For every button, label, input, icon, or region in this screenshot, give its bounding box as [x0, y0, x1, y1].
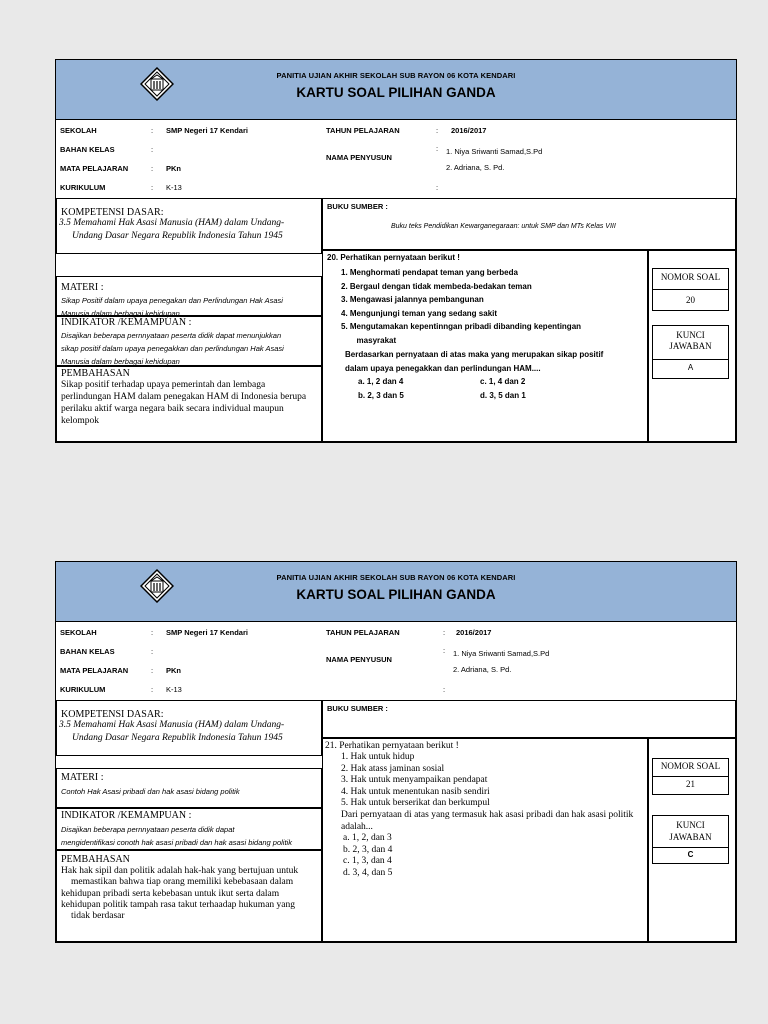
kompetensi-box — [56, 700, 322, 756]
pembahasan-text — [61, 379, 306, 427]
penyusun-1: 1. Niya Sriwanti Samad,S.Pd — [453, 649, 550, 658]
penyusun-1: 1. Niya Sriwanti Samad,S.Pd — [446, 147, 543, 156]
materi-line-2: Manusia dalam berbagai kehidupan — [61, 309, 180, 318]
nomor-soal-label: NOMOR SOAL — [653, 269, 728, 290]
statement: masyrakat — [341, 335, 397, 345]
indikator-box — [56, 808, 322, 850]
question-card-20 — [55, 59, 737, 443]
colon: : — [151, 628, 154, 637]
nomor-soal-label: NOMOR SOAL — [653, 759, 728, 777]
label-tahun-pelajaran: TAHUN PELAJARAN — [326, 126, 400, 135]
indikator-box — [56, 316, 322, 366]
label-sekolah: SEKOLAH — [60, 126, 97, 135]
kunci-jawaban-box — [652, 815, 729, 864]
colon: : — [151, 126, 154, 135]
buku-sumber-heading: BUKU SUMBER : — [327, 202, 388, 211]
buku-sumber-box — [322, 198, 736, 250]
value-kurikulum: K-13 — [166, 685, 182, 694]
materi-box — [56, 276, 322, 316]
option-d[interactable]: d. 3, 4, dan 5 — [343, 867, 393, 878]
indikator-heading: INDIKATOR /KEMAMPUAN : — [61, 317, 192, 328]
card-header — [56, 60, 736, 120]
indikator-line-2: sikap positif dalam upaya penegakkan dan perlindungan Hak Asasi — [61, 344, 284, 353]
kunci-jawaban-box — [652, 325, 729, 379]
card-title: KARTU SOAL PILIHAN GANDA — [296, 587, 496, 602]
nomor-soal-box — [652, 268, 729, 311]
colon: : — [151, 666, 154, 675]
colon: : — [436, 126, 439, 135]
value-sekolah: SMP Negeri 17 Kendari — [166, 628, 248, 637]
kompetensi-heading: KOMPETENSI DASAR: — [61, 709, 164, 720]
colon: : — [443, 646, 446, 655]
label-kurikulum: KURIKULUM — [60, 183, 106, 192]
kunci-jawaban-value: A — [687, 363, 694, 372]
colon: : — [436, 144, 439, 153]
option-list — [343, 833, 392, 879]
nomor-soal-box — [652, 758, 729, 795]
colon: : — [151, 685, 154, 694]
statement: 1. Hak untuk hidup — [341, 752, 415, 762]
pembahasan-line: kehidupan pribadi serta kebebasan untuk ikut serta dalam — [61, 888, 280, 899]
value-tahun-pelajaran: 2016/2017 — [456, 628, 492, 637]
pembahasan-line: Hak hak sipil dan politik adalah hak-hak yang bertujuan untuk — [61, 866, 299, 876]
kompetensi-line-1: 3.5 Memahami Hak Asasi Manusia (HAM) dalam Undang- — [59, 218, 285, 228]
materi-heading: MATERI : — [61, 772, 104, 783]
colon: : — [443, 685, 446, 694]
option-a[interactable]: a. 1, 2 dan 4 — [358, 377, 404, 386]
kunci-label-1: KUNCI — [676, 820, 705, 830]
question-prompt-line: Dari pernyataan di atas yang termasuk hak asasi pribadi dan hak asasi politik — [341, 810, 634, 820]
identity-section — [56, 120, 736, 199]
value-mata-pelajaran: PKn — [166, 164, 181, 173]
statement: 3. Hak untuk menyampaikan pendapat — [341, 775, 488, 786]
kunci-jawaban-label — [653, 816, 728, 848]
label-tahun-pelajaran: TAHUN PELAJARAN — [326, 628, 400, 637]
kunci-jawaban-value: C — [687, 850, 694, 859]
option-c[interactable]: c. 1, 4 dan 2 — [480, 377, 526, 386]
committee-subtitle: PANITIA UJIAN AKHIR SEKOLAH SUB RAYON 06 KOTA KENDARI — [276, 573, 516, 582]
label-mata-pelajaran: MATA PELAJARAN — [60, 666, 129, 675]
card-header — [56, 562, 736, 622]
pembahasan-heading: PEMBAHASAN — [61, 854, 130, 865]
label-kurikulum: KURIKULUM — [60, 685, 106, 694]
value-tahun-pelajaran: 2016/2017 — [451, 126, 487, 135]
label-mata-pelajaran: MATA PELAJARAN — [60, 164, 129, 173]
colon: : — [151, 145, 154, 154]
kunci-label-2: JAWABAN — [669, 832, 712, 842]
penyusun-2: 2. Adriana, S. Pd. — [446, 163, 505, 172]
label-bahan-kelas: BAHAN KELAS — [60, 647, 115, 656]
value-mata-pelajaran: PKn — [166, 666, 181, 675]
kunci-label-1: KUNCI — [676, 330, 705, 340]
question-prompt — [341, 810, 633, 833]
kompetensi-line-2: Undang Dasar Negara Republik Indonesia Tahun 1945 — [72, 733, 283, 743]
nomor-soal-value: 20 — [686, 295, 695, 305]
statement: 3. Mengawasi jalannya pembangunan — [341, 295, 484, 304]
colon: : — [151, 164, 154, 173]
value-kurikulum: K-13 — [166, 183, 182, 192]
statement-list — [341, 752, 490, 810]
question-number-header: 20. Perhatikan pernyataan berikut ! — [327, 253, 460, 262]
pembahasan-text — [61, 866, 298, 922]
kompetensi-line-2: Undang Dasar Negara Republik Indonesia Tahun 1945 — [72, 231, 283, 241]
option-a[interactable]: a. 1, 2, dan 3 — [343, 833, 392, 843]
value-sekolah: SMP Negeri 17 Kendari — [166, 126, 248, 135]
identity-section — [56, 622, 736, 701]
materi-line-1: Contoh Hak Asasi pribadi dan hak asasi bidang politik — [61, 787, 240, 796]
option-b[interactable]: b. 2, 3, dan 4 — [343, 844, 393, 855]
question-prompt-2: dalam upaya penegakkan dan perlindungan HAM.... — [345, 364, 541, 373]
pembahasan-line: perilaku aktif warga negara baik secara individual maupun — [61, 404, 284, 414]
statement: 2. Bergaul dengan tidak membeda-bedakan teman — [341, 281, 532, 291]
kompetensi-line-1: 3.5 Memahami Hak Asasi Manusia (HAM) dalam Undang- — [59, 720, 285, 730]
option-b[interactable]: b. 2, 3 dan 5 — [358, 391, 404, 400]
pembahasan-line: kehidupan politik tampah rasa takut terhaadap hukuman yang — [61, 899, 295, 910]
question-box — [322, 250, 648, 442]
indikator-line-1: Disajikan beberapa pernnyataan peserta didik dapat menunjukkan — [61, 331, 282, 340]
statement-list — [341, 266, 581, 347]
materi-box — [56, 768, 322, 808]
indikator-line-2: mengidentifikasi conoth hak asasi pribadi dan hak asasi bidang politik — [61, 838, 292, 847]
kunci-label-2: JAWABAN — [669, 341, 712, 351]
buku-sumber-heading: BUKU SUMBER : — [327, 704, 388, 713]
indikator-line-1: Disajikan beberapa pernnyataan peserta didik dapat — [61, 825, 235, 834]
colon: : — [436, 183, 439, 192]
kompetensi-heading: KOMPETENSI DASAR: — [61, 207, 164, 218]
statement: 5. Hak untuk berserikat dan berkumpul — [341, 798, 490, 809]
materi-line-1: Sikap Positif dalam upaya penegakan dan Perlindungan Hak Asasi — [61, 296, 283, 305]
question-card-21 — [55, 561, 737, 943]
materi-heading: MATERI : — [61, 282, 104, 293]
penyusun-2: 2. Adriana, S. Pd. — [453, 665, 512, 674]
option-c[interactable]: c. 1, 3, dan 4 — [343, 856, 392, 867]
statement: 4. Hak untuk menentukan nasib sendiri — [341, 786, 490, 797]
pembahasan-box — [56, 366, 322, 442]
buku-sumber-value: Buku teks Pendidikan Kewarganegaraan: untuk SMP dan MTs Kelas VIII — [391, 223, 616, 230]
kunci-jawaban-label — [653, 326, 728, 360]
buku-sumber-box — [322, 700, 736, 738]
colon: : — [443, 628, 446, 637]
pembahasan-line: Sikap positif terhadap upaya pemerintah dan lembaga — [61, 380, 266, 390]
statement: 2. Hak atass jaminan sosial — [341, 763, 445, 774]
colon: : — [151, 647, 154, 656]
statement: 1. Menghormati pendapat teman yang berbeda — [341, 268, 518, 277]
pembahasan-line: kelompok — [61, 416, 99, 426]
statement: 4. Mengunjungi teman yang sedang sakit — [341, 308, 498, 318]
pembahasan-box — [56, 850, 322, 942]
question-prompt-1: Berdasarkan pernyataan di atas maka yang merupakan sikap positif — [345, 350, 604, 359]
question-box — [322, 738, 648, 942]
card-title: KARTU SOAL PILIHAN GANDA — [296, 85, 496, 100]
indikator-line-3: Manusia dalam berbagai kehidupan — [61, 357, 180, 366]
pembahasan-line: perlindungan HAM dalam penegakan HAM di Indonesia berupa — [61, 392, 307, 402]
pembahasan-heading: PEMBAHASAN — [61, 368, 130, 379]
pembahasan-line: memastikan bahwa tiap orang memiliki kebebasaan dalam — [71, 877, 294, 888]
label-nama-penyusun: NAMA PENYUSUN — [326, 153, 392, 162]
label-nama-penyusun: NAMA PENYUSUN — [326, 655, 392, 664]
committee-subtitle: PANITIA UJIAN AKHIR SEKOLAH SUB RAYON 06 KOTA KENDARI — [276, 71, 516, 80]
pembahasan-line: tidak berdasar — [71, 911, 125, 922]
colon: : — [151, 183, 154, 192]
indikator-heading: INDIKATOR /KEMAMPUAN : — [61, 810, 192, 821]
nomor-soal-value: 21 — [686, 779, 695, 789]
kompetensi-box — [56, 198, 322, 254]
statement: 5. Mengutamakan kepentinngan pribadi dibanding kepentingan — [341, 322, 582, 331]
question-number-header: 21. Perhatikan pernyataan berikut ! — [325, 741, 459, 751]
option-d[interactable]: d. 3, 5 dan 1 — [480, 391, 526, 400]
label-sekolah: SEKOLAH — [60, 628, 97, 637]
label-bahan-kelas: BAHAN KELAS — [60, 145, 115, 154]
question-prompt-line: adalah... — [341, 821, 373, 832]
